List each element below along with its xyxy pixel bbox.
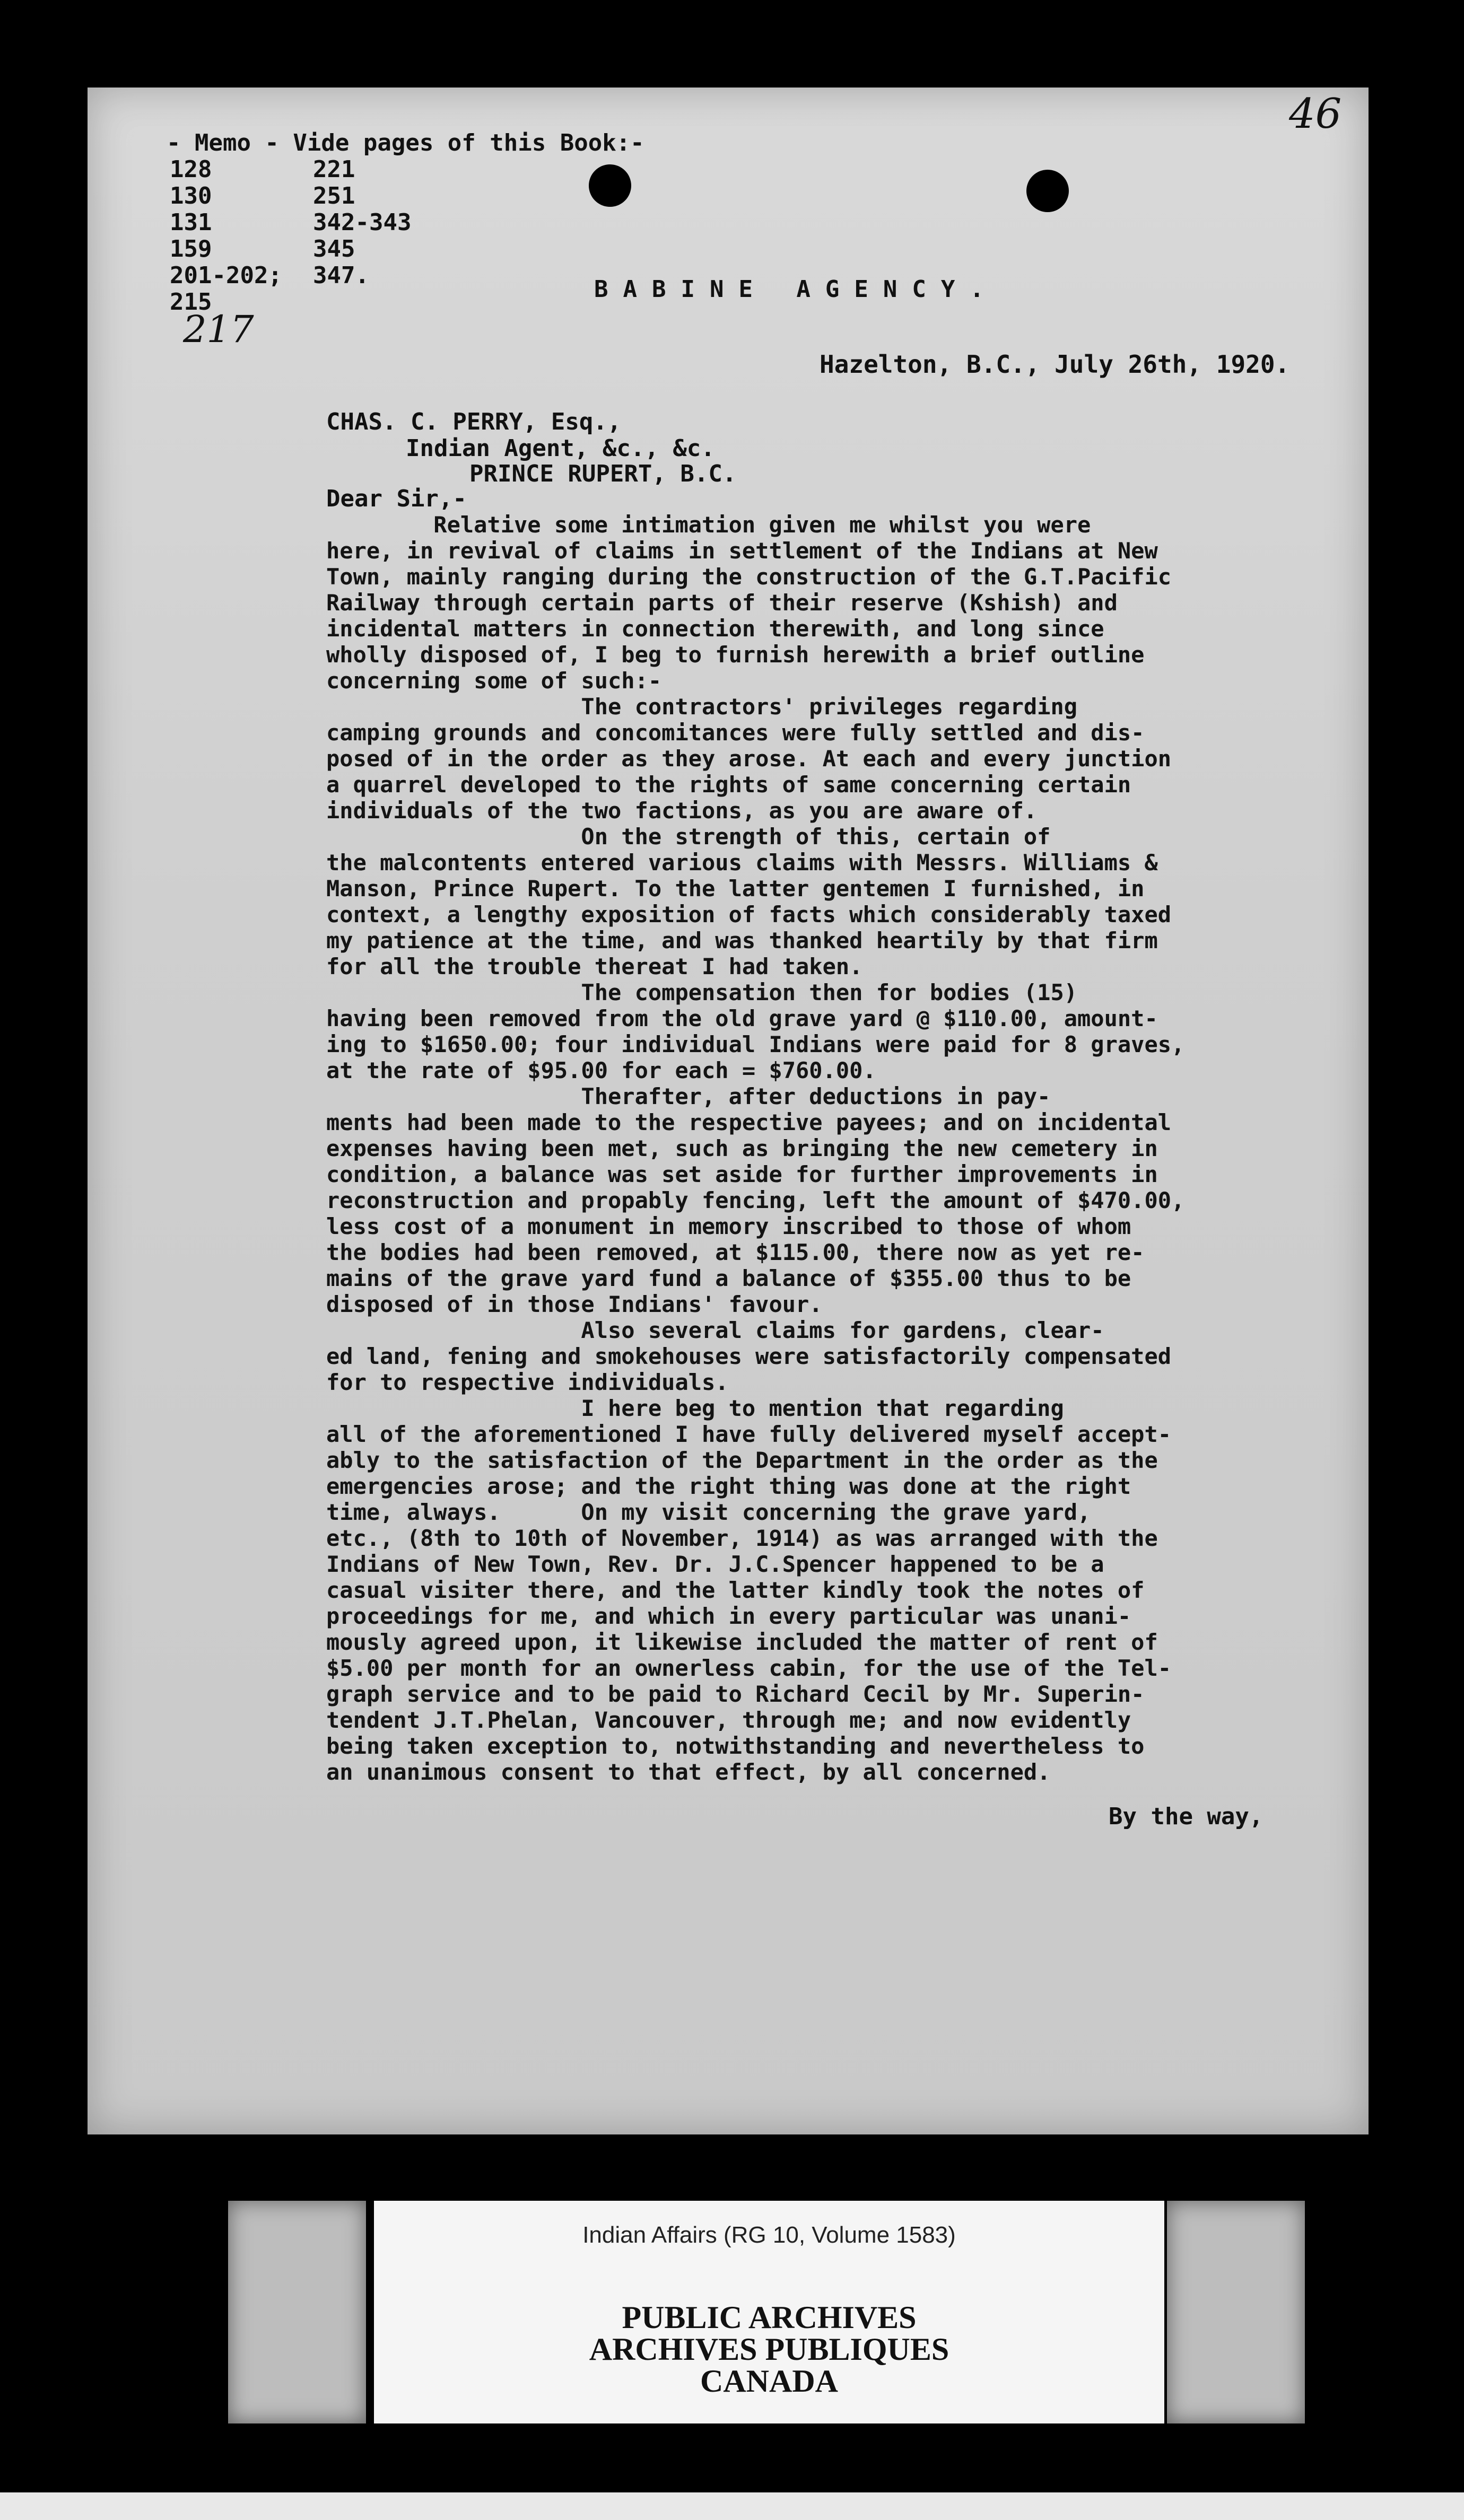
body-line: an unanimous consent to that effect, by all concerned. <box>326 1759 1051 1785</box>
body-line: less cost of a monument in memory inscribed to those of whom <box>326 1213 1131 1239</box>
memo-page-ref <box>313 289 525 316</box>
archive-line-1: PUBLIC ARCHIVES <box>622 2300 917 2335</box>
archive-reference: Indian Affairs (RG 10, Volume 1583) <box>582 2222 956 2248</box>
body-line: I here beg to mention that regarding <box>326 1395 1064 1421</box>
memo-page-ref: 221 <box>313 156 355 183</box>
body-line: Railway through certain parts of their reserve (Kshish) and <box>326 590 1118 616</box>
body-line: Relative some intimation given me whilst you were <box>326 512 1091 538</box>
body-line: The contractors' privileges regarding <box>326 694 1078 720</box>
body-line: Therafter, after deductions in pay- <box>326 1083 1051 1109</box>
archive-label <box>374 2201 1164 2423</box>
body-line: expenses having been met, such as bringing the new cemetery in <box>326 1135 1158 1161</box>
archive-line-2: ARCHIVES PUBLIQUES <box>589 2332 949 2367</box>
body-line: ments had been made to the respective payees; and on incidental <box>326 1109 1172 1135</box>
body-line: all of the aforementioned I have fully delivered myself accept- <box>326 1421 1172 1447</box>
body-line: The compensation then for bodies (15) <box>326 979 1078 1005</box>
body-line: for all the trouble thereat I had taken. <box>326 953 863 979</box>
body-line: the malcontents entered various claims with Messrs. Williams & <box>326 850 1158 876</box>
salutation: Dear Sir,- <box>326 485 467 512</box>
memo-row <box>170 183 647 209</box>
body-line: the bodies had been removed, at $115.00, there now as yet re- <box>326 1239 1145 1265</box>
memo-page-ref: 201-202; <box>170 262 282 289</box>
memo-page-ref: 131 <box>170 209 212 236</box>
body-line: graph service and to be paid to Richard Cecil by Mr. Superin- <box>326 1681 1145 1707</box>
page-number: 46 <box>1289 90 1342 138</box>
body-line: Indians of New Town, Rev. Dr. J.C.Spencer happened to be a <box>326 1551 1104 1577</box>
body-line: ed land, fening and smokehouses were satisfactorily compensated <box>326 1343 1172 1369</box>
memo-page-ref: 347. <box>313 262 369 289</box>
body-line: context, a lengthy exposition of facts which considerably taxed <box>326 902 1172 928</box>
body-line: at the rate of $95.00 for each = $760.00. <box>326 1057 876 1083</box>
bottom-border <box>0 2492 1464 2520</box>
body-line: having been removed from the old grave yard @ $110.00, amount- <box>326 1005 1158 1031</box>
film-strip-left <box>228 2201 366 2423</box>
memo-page-ref: 251 <box>313 182 355 209</box>
body-line: Town, mainly ranging during the construction of the G.T.Pacific <box>326 564 1172 590</box>
body-line: Also several claims for gardens, clear- <box>326 1317 1104 1343</box>
memo-block <box>167 129 647 316</box>
body-line: a quarrel developed to the rights of same concerning certain <box>326 772 1131 798</box>
body-line: condition, a balance was set aside for further improvements in <box>326 1161 1158 1187</box>
body-line: time, always. On my visit concerning the grave yard, <box>326 1499 1091 1525</box>
memo-page-ref: 130 <box>170 182 212 209</box>
body-line: for to respective individuals. <box>326 1369 729 1395</box>
body-line: On the strength of this, certain of <box>326 824 1051 850</box>
body-line: individuals of the two factions, as you are aware of. <box>326 798 1038 824</box>
punch-hole <box>1026 170 1069 212</box>
letter-body <box>326 512 1350 1785</box>
body-line: wholly disposed of, I beg to furnish herewith a brief outline <box>326 642 1145 668</box>
body-line: ably to the satisfaction of the Department in the order as the <box>326 1447 1158 1473</box>
body-line: concerning some of such:- <box>326 668 662 694</box>
recipient-place: PRINCE RUPERT, B.C. <box>469 460 737 487</box>
body-line: mously agreed upon, it likewise included the matter of rent of <box>326 1629 1158 1655</box>
body-line: etc., (8th to 10th of November, 1914) as was arranged with the <box>326 1525 1158 1551</box>
body-line: my patience at the time, and was thanked heartily by that firm <box>326 928 1158 953</box>
archive-line-3: CANADA <box>700 2364 838 2399</box>
body-line: emergencies arose; and the right thing was done at the right <box>326 1473 1131 1499</box>
memo-page-ref: 215 <box>170 288 212 316</box>
memo-page-ref: 342-343 <box>313 209 412 236</box>
memo-row <box>170 262 647 289</box>
memo-heading: - Memo - Vide pages of this Book:- <box>167 129 644 156</box>
handwritten-note: 217 <box>183 308 254 351</box>
dateline: Hazelton, B.C., July 26th, 1920. <box>820 350 1290 379</box>
body-line: incidental matters in connection therewith, and long since <box>326 616 1104 642</box>
body-line: mains of the grave yard fund a balance of $355.00 thus to be <box>326 1265 1131 1291</box>
body-line: camping grounds and concomitances were fully settled and dis- <box>326 720 1145 746</box>
body-line: Manson, Prince Rupert. To the latter gentemen I furnished, in <box>326 876 1145 902</box>
memo-rows <box>170 156 647 316</box>
film-strip-right <box>1167 2201 1305 2423</box>
body-line: disposed of in those Indians' favour. <box>326 1291 823 1317</box>
body-line: being taken exception to, notwithstanding and nevertheless to <box>326 1733 1145 1759</box>
memo-page-ref: 159 <box>170 235 212 262</box>
body-line: here, in revival of claims in settlement of the Indians at New <box>326 538 1158 564</box>
body-line: proceedings for me, and which in every particular was unani- <box>326 1603 1131 1629</box>
body-line: tendent J.T.Phelan, Vancouver, through me; and now evidently <box>326 1707 1131 1733</box>
memo-row <box>170 156 647 183</box>
body-line: $5.00 per month for an ownerless cabin, for the use of the Tel- <box>326 1655 1172 1681</box>
memo-row <box>170 236 647 262</box>
memo-page-ref: 128 <box>170 156 212 183</box>
recipient-name: CHAS. C. PERRY, Esq., <box>326 408 622 435</box>
body-line: reconstruction and propably fencing, left the amount of $470.00, <box>326 1187 1185 1213</box>
body-line: casual visiter there, and the latter kindly took the notes of <box>326 1577 1145 1603</box>
closing-text: By the way, <box>1109 1803 1263 1830</box>
body-line: ing to $1650.00; four individual Indians were paid for 8 graves, <box>326 1031 1185 1057</box>
body-line: posed of in the order as they arose. At each and every junction <box>326 746 1172 772</box>
agency-heading: BABINE AGENCY. <box>594 276 999 303</box>
memo-row <box>170 209 647 236</box>
recipient-title: Indian Agent, &c., &c. <box>406 435 715 462</box>
memo-page-ref: 345 <box>313 235 355 262</box>
